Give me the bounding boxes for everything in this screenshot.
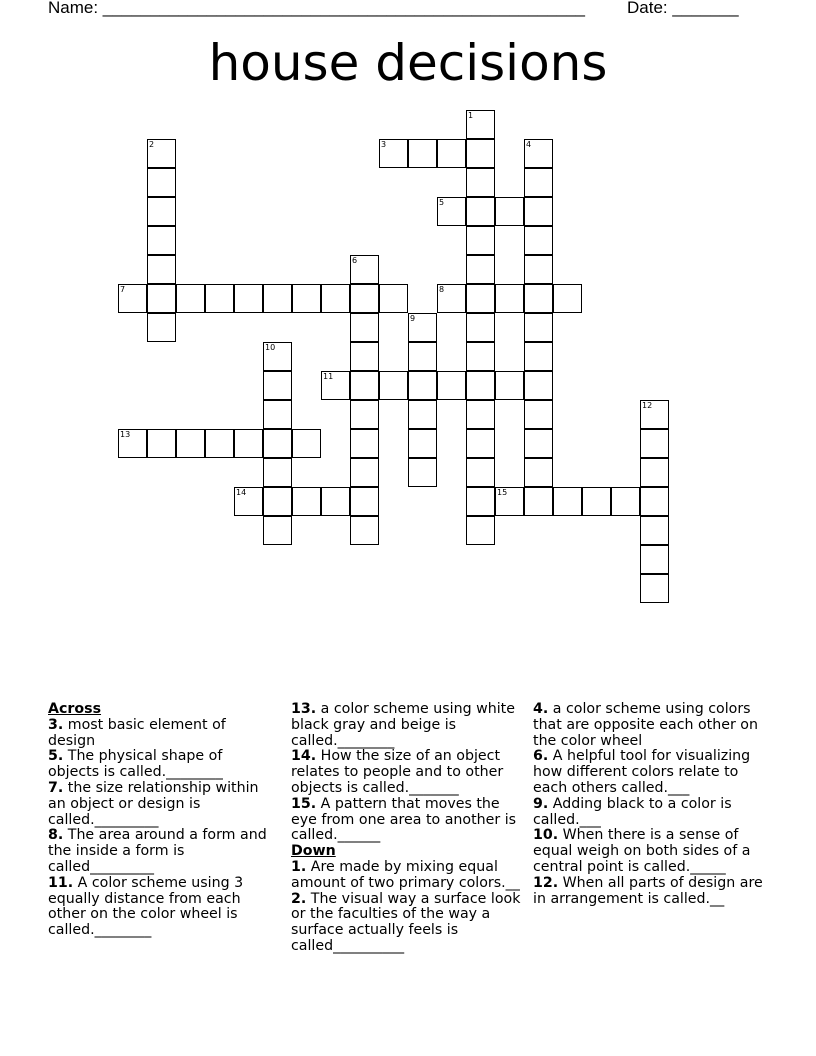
clue-text: The area around a form and the inside a form is called_________ — [48, 827, 267, 875]
clue-number: 15. — [291, 795, 317, 812]
grid-cell[interactable] — [263, 342, 292, 371]
clues-column-3 — [533, 702, 765, 907]
grid-cell[interactable] — [524, 313, 553, 342]
grid-cell[interactable] — [466, 197, 495, 226]
grid-cell[interactable] — [524, 255, 553, 284]
grid-cell[interactable] — [582, 487, 611, 516]
clue-text: a color scheme using colors that are opposite each other on the color wheel — [533, 701, 758, 749]
grid-cell[interactable] — [466, 371, 495, 400]
grid-cell[interactable] — [466, 400, 495, 429]
grid-cell[interactable] — [611, 487, 640, 516]
grid-cell[interactable] — [466, 168, 495, 197]
grid-cell[interactable] — [350, 284, 379, 313]
grid-cell[interactable] — [350, 487, 379, 516]
clue-text: The physical shape of objects is called.________ — [48, 748, 223, 781]
grid-cell[interactable] — [147, 197, 176, 226]
cell-number: 6 — [352, 256, 358, 265]
cell-number: 13 — [120, 430, 131, 439]
clue-text: The visual way a surface look or the faculties of the way a surface actually feels is called__________ — [291, 890, 521, 954]
clue-text: How the size of an object relates to people and to other objects is called._______ — [291, 748, 504, 796]
clue-across-15 — [291, 797, 521, 844]
cell-number: 2 — [149, 140, 155, 149]
clue-text: When there is a sense of equal weigh on both sides of a central point is called._____ — [533, 827, 751, 875]
grid-cell[interactable] — [205, 284, 234, 313]
cell-number: 14 — [236, 488, 247, 497]
grid-cell[interactable] — [379, 371, 408, 400]
clue-text: a color scheme using white black gray and beige is called.________ — [291, 701, 515, 749]
grid-cell[interactable] — [466, 342, 495, 371]
clue-down-1 — [291, 860, 521, 892]
grid-cell[interactable] — [176, 429, 205, 458]
clue-number: 14. — [291, 748, 317, 765]
grid-cell[interactable] — [147, 429, 176, 458]
clue-number: 6. — [533, 748, 549, 765]
grid-cell[interactable] — [466, 284, 495, 313]
grid-cell[interactable] — [437, 197, 466, 226]
grid-cell[interactable] — [466, 458, 495, 487]
clue-number: 11. — [48, 874, 74, 891]
grid-cell[interactable] — [495, 487, 524, 516]
clues-column-2 — [291, 702, 521, 955]
grid-cell[interactable] — [350, 400, 379, 429]
grid-cell[interactable] — [524, 487, 553, 516]
grid-cell[interactable] — [640, 429, 669, 458]
clue-number: 1. — [291, 858, 307, 875]
grid-cell[interactable] — [350, 516, 379, 545]
grid-cell[interactable] — [466, 487, 495, 516]
cell-number: 11 — [323, 372, 334, 381]
clue-down-10 — [533, 828, 765, 875]
grid-cell[interactable] — [234, 487, 263, 516]
grid-cell[interactable] — [524, 458, 553, 487]
grid-cell[interactable] — [379, 139, 408, 168]
grid-cell[interactable] — [176, 284, 205, 313]
cell-number: 12 — [642, 401, 653, 410]
clue-number: 4. — [533, 701, 549, 717]
grid-cell[interactable] — [466, 516, 495, 545]
grid-cell[interactable] — [495, 371, 524, 400]
cell-number: 8 — [439, 285, 445, 294]
clue-text: A pattern that moves the eye from one area to another is called.______ — [291, 795, 517, 844]
cell-number: 10 — [265, 343, 276, 352]
clue-across-14 — [291, 749, 521, 796]
grid-cell[interactable] — [524, 429, 553, 458]
grid-cell[interactable] — [263, 371, 292, 400]
clue-number: 13. — [291, 701, 317, 717]
page-title: house decisions — [208, 34, 608, 92]
down-heading: Down — [291, 843, 336, 860]
cell-number: 4 — [526, 140, 532, 149]
clue-text: A helpful tool for visualizing how different colors relate to each others called.___ — [533, 748, 751, 796]
grid-cell[interactable] — [640, 516, 669, 545]
grid-cell[interactable] — [118, 284, 147, 313]
grid-cell[interactable] — [553, 284, 582, 313]
grid-cell[interactable] — [437, 371, 466, 400]
clue-number: 5. — [48, 748, 64, 765]
grid-cell[interactable] — [408, 400, 437, 429]
clue-text: most basic element of design — [48, 716, 226, 749]
clue-across-11 — [48, 876, 270, 939]
clue-number: 2. — [291, 890, 307, 907]
grid-cell[interactable] — [466, 313, 495, 342]
grid-cell[interactable] — [640, 458, 669, 487]
grid-cell[interactable] — [350, 429, 379, 458]
grid-cell[interactable] — [263, 429, 292, 458]
clue-number: 10. — [533, 827, 559, 844]
grid-cell[interactable] — [118, 429, 147, 458]
across-heading: Across — [48, 701, 102, 717]
grid-cell[interactable] — [234, 429, 263, 458]
clue-text: A color scheme using 3 equally distance from each other on the color wheel is called.________ — [48, 874, 244, 939]
grid-cell[interactable] — [379, 284, 408, 313]
cell-number: 1 — [468, 111, 474, 120]
clue-text: When all parts of design are in arrangement is called.__ — [533, 874, 763, 907]
grid-cell[interactable] — [640, 545, 669, 574]
grid-cell[interactable] — [350, 458, 379, 487]
grid-cell[interactable] — [524, 168, 553, 197]
clue-text: Are made by mixing equal amount of two primary colors.__ — [291, 858, 520, 891]
grid-cell[interactable] — [263, 284, 292, 313]
grid-cell[interactable] — [408, 458, 437, 487]
clue-down-6 — [533, 749, 765, 796]
grid-cell[interactable] — [524, 284, 553, 313]
cell-number: 15 — [497, 488, 508, 497]
grid-cell[interactable] — [147, 313, 176, 342]
grid-cell[interactable] — [234, 284, 263, 313]
grid-cell[interactable] — [466, 139, 495, 168]
cell-number: 9 — [410, 314, 416, 323]
grid-cell[interactable] — [524, 139, 553, 168]
clue-number: 7. — [48, 779, 64, 796]
grid-cell[interactable] — [147, 226, 176, 255]
grid-cell[interactable] — [263, 458, 292, 487]
clue-number: 3. — [48, 716, 64, 733]
clue-text: the size relationship within an object or design is called._________ — [48, 779, 259, 828]
clue-across-5 — [48, 749, 270, 781]
clue-number: 8. — [48, 827, 64, 844]
grid-cell[interactable] — [147, 284, 176, 313]
date-field-label: Date: _______ — [627, 0, 739, 17]
grid-cell[interactable] — [321, 487, 350, 516]
clue-down-12 — [533, 876, 765, 908]
clue-down-4 — [533, 702, 765, 749]
grid-cell[interactable] — [408, 313, 437, 342]
grid-cell[interactable] — [408, 429, 437, 458]
grid-cell[interactable] — [640, 574, 669, 603]
grid-cell[interactable] — [350, 371, 379, 400]
clue-across-8 — [48, 828, 270, 875]
grid-cell[interactable] — [524, 342, 553, 371]
grid-cell[interactable] — [553, 487, 582, 516]
grid-cell[interactable] — [321, 284, 350, 313]
grid-cell[interactable] — [147, 139, 176, 168]
grid-cell[interactable] — [147, 168, 176, 197]
grid-cell[interactable] — [263, 487, 292, 516]
cell-number: 3 — [381, 140, 387, 149]
clues-column-1 — [48, 702, 270, 939]
grid-cell[interactable] — [437, 139, 466, 168]
grid-cell[interactable] — [408, 342, 437, 371]
grid-cell[interactable] — [350, 342, 379, 371]
clue-number: 9. — [533, 795, 549, 812]
grid-cell[interactable] — [466, 110, 495, 139]
cell-number: 7 — [120, 285, 126, 294]
grid-cell[interactable] — [205, 429, 234, 458]
clue-number: 12. — [533, 874, 559, 891]
clue-across-3 — [48, 718, 270, 750]
grid-cell[interactable] — [408, 371, 437, 400]
grid-cell[interactable] — [292, 284, 321, 313]
clue-down-9 — [533, 797, 765, 829]
clue-text: Adding black to a color is called.___ — [533, 795, 732, 828]
grid-cell[interactable] — [263, 400, 292, 429]
grid-cell[interactable] — [466, 255, 495, 284]
grid-cell[interactable] — [466, 429, 495, 458]
grid-cell[interactable] — [147, 255, 176, 284]
grid-cell[interactable] — [350, 255, 379, 284]
grid-cell[interactable] — [292, 429, 321, 458]
cell-number: 5 — [439, 198, 445, 207]
grid-cell[interactable] — [524, 400, 553, 429]
clue-down-2 — [291, 892, 521, 955]
grid-cell[interactable] — [640, 400, 669, 429]
grid-cell[interactable] — [263, 516, 292, 545]
grid-cell[interactable] — [466, 226, 495, 255]
clue-across-13 — [291, 702, 521, 749]
name-field-label: Name: ___________________________________________________ — [48, 0, 585, 17]
grid-cell[interactable] — [292, 487, 321, 516]
grid-cell[interactable] — [350, 313, 379, 342]
grid-cell[interactable] — [321, 371, 350, 400]
grid-cell[interactable] — [524, 197, 553, 226]
grid-cell[interactable] — [495, 284, 524, 313]
grid-cell[interactable] — [640, 487, 669, 516]
grid-cell[interactable] — [408, 139, 437, 168]
clue-across-7 — [48, 781, 270, 828]
grid-cell[interactable] — [524, 226, 553, 255]
grid-cell[interactable] — [495, 197, 524, 226]
grid-cell[interactable] — [524, 371, 553, 400]
grid-cell[interactable] — [437, 284, 466, 313]
